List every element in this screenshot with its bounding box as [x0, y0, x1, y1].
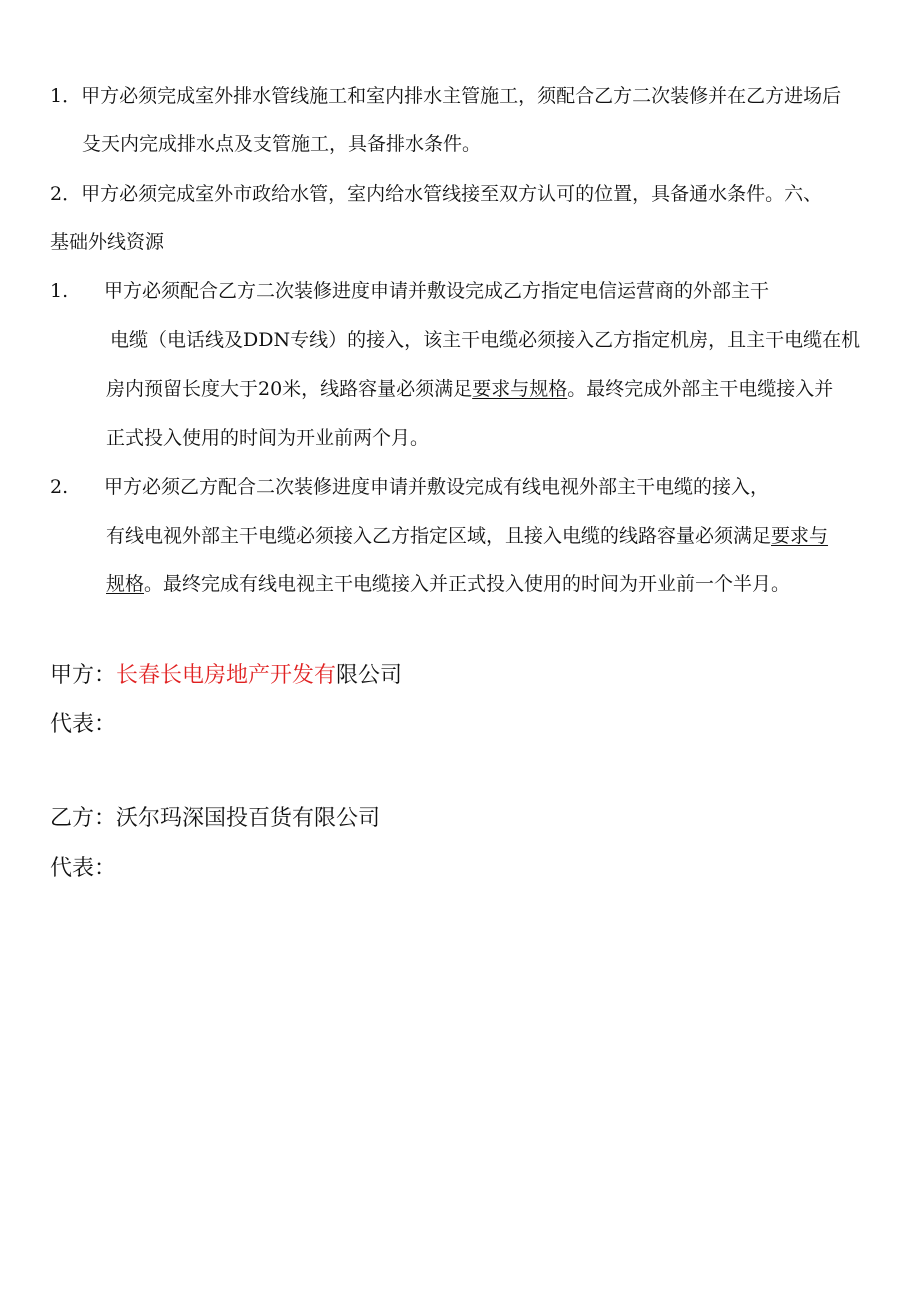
- requirements-spec-term: 要求与规格: [472, 378, 568, 400]
- sub-clause-2-line-3-text-b: 。最终完成有线电视主干电缆接入并正式投入使用的时间为开业前一个半月。: [144, 573, 791, 595]
- sub-clause-2-line-3: [106, 572, 790, 596]
- party-a-label: 甲方：: [50, 663, 117, 688]
- sub-clause-1-line-3-text-a: 房内预留长度大于20米，线路容量必须满足: [106, 378, 473, 400]
- sub-clause-2-line-2: [106, 524, 828, 548]
- sub-clause-1-number: 1.: [50, 280, 69, 302]
- party-a-line: [50, 662, 402, 690]
- sub-clause-2-line-2-text-a: 有线电视外部主干电缆必须接入乙方指定区域，且接入电缆的线路容量必须满足: [106, 525, 772, 547]
- clause-1-line-2: 殳天内完成排水点及支管施工，具备排水条件。: [82, 133, 482, 155]
- party-a-name-rest: 限公司: [336, 663, 403, 688]
- party-b-representative-label: 代表：: [50, 856, 117, 881]
- clause-1-line-1: 1．甲方必须完成室外排水管线施工和室内排水主管施工，须配合乙方二次装修并在乙方进场后: [50, 85, 842, 107]
- party-b-line: [50, 805, 380, 833]
- clause-2-line-1: 2．甲方必须完成室外市政给水管，室内给水管线接至双方认可的位置，具备通水条件。六、: [50, 183, 823, 205]
- requirements-spec-term-part-2: 规格: [106, 573, 145, 595]
- party-a-representative-label: 代表：: [50, 712, 117, 737]
- sub-clause-1-line-3: [106, 377, 833, 401]
- sub-clause-1-line-4: 正式投入使用的时间为开业前两个月。: [106, 427, 430, 449]
- party-a-name-highlighted: 长春长电房地产开发有: [116, 663, 337, 688]
- sub-clause-2-line-1: 甲方必须乙方配合二次装修进度申请并敷设完成有线电视外部主干电缆的接入，: [104, 476, 770, 498]
- sub-clause-1-line-1: 甲方必须配合乙方二次装修进度申请并敷设完成乙方指定电信运营商的外部主干: [104, 280, 770, 302]
- sub-clause-1-line-3-text-b: 。最终完成外部主干电缆接入并: [567, 378, 834, 400]
- requirements-spec-term-part-1: 要求与: [771, 525, 829, 547]
- party-b-label: 乙方：: [50, 806, 117, 831]
- party-b-name: 沃尔玛深国投百货有限公司: [116, 806, 381, 831]
- sub-clause-1-line-2: 电缆（电话线及DDN专线）的接入，该主干电缆必须接入乙方指定机房，且主干电缆在机: [110, 329, 861, 351]
- clause-2-line-2: 基础外线资源: [50, 231, 165, 253]
- sub-clause-2-number: 2.: [50, 476, 69, 498]
